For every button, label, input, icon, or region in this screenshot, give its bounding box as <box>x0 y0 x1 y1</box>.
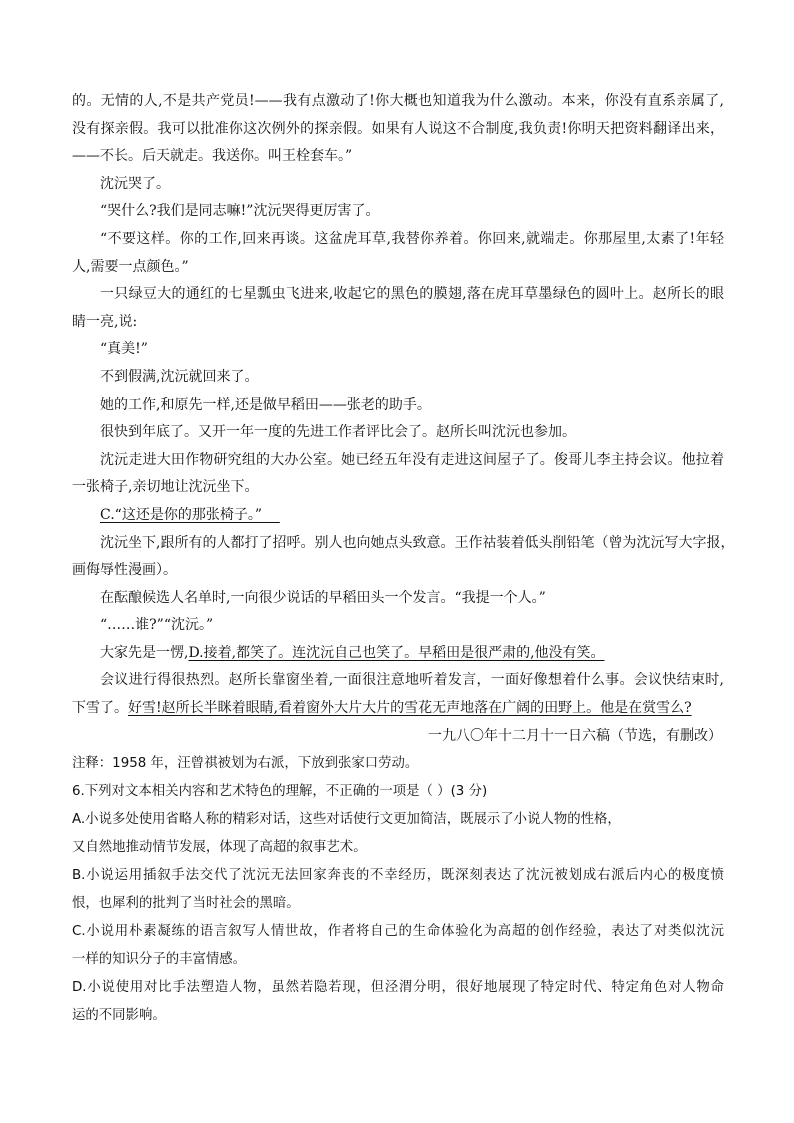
document-page <box>72 88 735 1030</box>
date-signature: 一九八〇年十二月十一日六稿（节选，有删改） <box>428 727 722 744</box>
footnote: 注释：1958 年，汪曾祺被划为右派，下放到张家口劳动。 <box>72 756 419 772</box>
underlined-text: D.接着,都笑了。连沈沅自己也笑了。早稻田是很严肃的,他没有笑。 <box>188 644 605 661</box>
underlined-text: C.“这还是你的那张椅子。” <box>100 506 262 523</box>
story-line: 沈沅走进大田作物研究组的大办公室。她已经五年没有走进这间屋子了。俊哥儿李主持会议。他拉着 <box>100 451 724 468</box>
plain-text: 下雪了。 <box>72 700 128 717</box>
story-line: 她的工作,和原先一样,还是做早稻田——张老的助手。 <box>100 396 431 413</box>
story-line: 一张椅子,亲切地让沈沅坐下。 <box>72 479 259 496</box>
story-line: 沈沅坐下,跟所有的人都打了招呼。别人也向她点头致意。王作祜装着低头削铅笔（曾为沈沅写大字报， <box>100 534 735 551</box>
story-line: 的。无情的人,不是共产党员!——我有点激动了!你大概也知道我为什么激动。本来，你没有直系亲属了, <box>72 93 724 109</box>
story-line: 在酝酿候选人名单时,一向很少说话的早稻田头一个发言。“我提一个人。” <box>100 589 546 606</box>
story-line: 会议进行得很热烈。赵所长靠窗坐着,一面很注意地听着发言，一面好像想着什么事。会议快结束时, <box>100 672 724 689</box>
option-c-line2: 一样的知识分子的丰富情感。 <box>72 952 247 968</box>
dialogue-line: “真美!” <box>100 341 148 358</box>
story-line: 画侮辱性漫画）。 <box>72 562 177 579</box>
dialogue-line: “……谁?”“沈沅。” <box>100 617 214 634</box>
question-stem: 6.下列对文本相关内容和艺术特色的理解，不正确的一项是（ ）(3 分) <box>72 784 488 800</box>
underlined-line-c <box>72 502 724 530</box>
option-a-line1: A.小说多处使用省略人称的精彩对话，这些对话使行文更加简洁，既展示了小说人物的性格， <box>72 812 621 828</box>
dialogue-line: “不要这样。你的工作,回来再谈。这盆虎耳草,我替你养着。你回来,就端走。你那屋里,太素了!年轻 <box>100 230 724 247</box>
option-a-line2: 又自然地推动情节发展，体现了高超的叙事艺术。 <box>72 840 367 856</box>
underlined-text: 好雪!赵所长半眯着眼睛,看着窗外大片大片的雪花无声地落在广阔的田野上。他是在赏雪么? <box>128 700 692 717</box>
option-b-line1: B.小说运用插叙手法交代了沈沅无法回家奔丧的不幸经历，既深刻表达了沈沅被划成右派后内心的极度愤 <box>72 868 724 884</box>
dialogue-line: “哭什么?我们是同志嘛!”沈沅哭得更厉害了。 <box>100 203 380 220</box>
story-line: 不到假满,沈沅就回来了。 <box>100 368 259 385</box>
story-line: 没有探亲假。我可以批准你这次例外的探亲假。如果有人说这不合制度,我负责!你明天把资料翻译出来， <box>72 120 724 137</box>
underline-tail <box>262 507 280 523</box>
option-d-line2: 运的不同影响。 <box>72 1008 166 1024</box>
story-line: 沈沅哭了。 <box>100 175 170 192</box>
story-line: 很快到年底了。又开一年一度的先进工作者评比会了。赵所长叫沈沅也参加。 <box>100 424 576 441</box>
underlined-line-d <box>72 640 724 668</box>
dialogue-line: 人,需要一点颜色。” <box>72 258 189 275</box>
story-line: 睛一亮,说: <box>72 313 138 330</box>
option-b-line2: 恨，也犀利的批判了当时社会的黑暗。 <box>72 896 300 912</box>
story-line: 一只绿豆大的通红的七星瓢虫飞进来,收起它的黑色的膜翅,落在虎耳草墨绿色的圆叶上。赵所长的眼 <box>100 286 724 303</box>
plain-text: 大家先是一愣, <box>100 644 189 661</box>
option-d-line1: D.小说使用对比手法塑造人物，虽然若隐若现，但泾渭分明，很好地展现了特定时代、特定角色对人物命 <box>72 980 724 996</box>
option-c-line1: C.小说用朴素凝练的语言叙写人情世故，作者将自己的生命体验化为高超的创作经验，表达了对类似沈沅 <box>72 924 724 940</box>
underlined-line-end <box>72 695 724 723</box>
story-line: ——不长。后天就走。我送你。叫王栓套车。” <box>72 148 353 165</box>
